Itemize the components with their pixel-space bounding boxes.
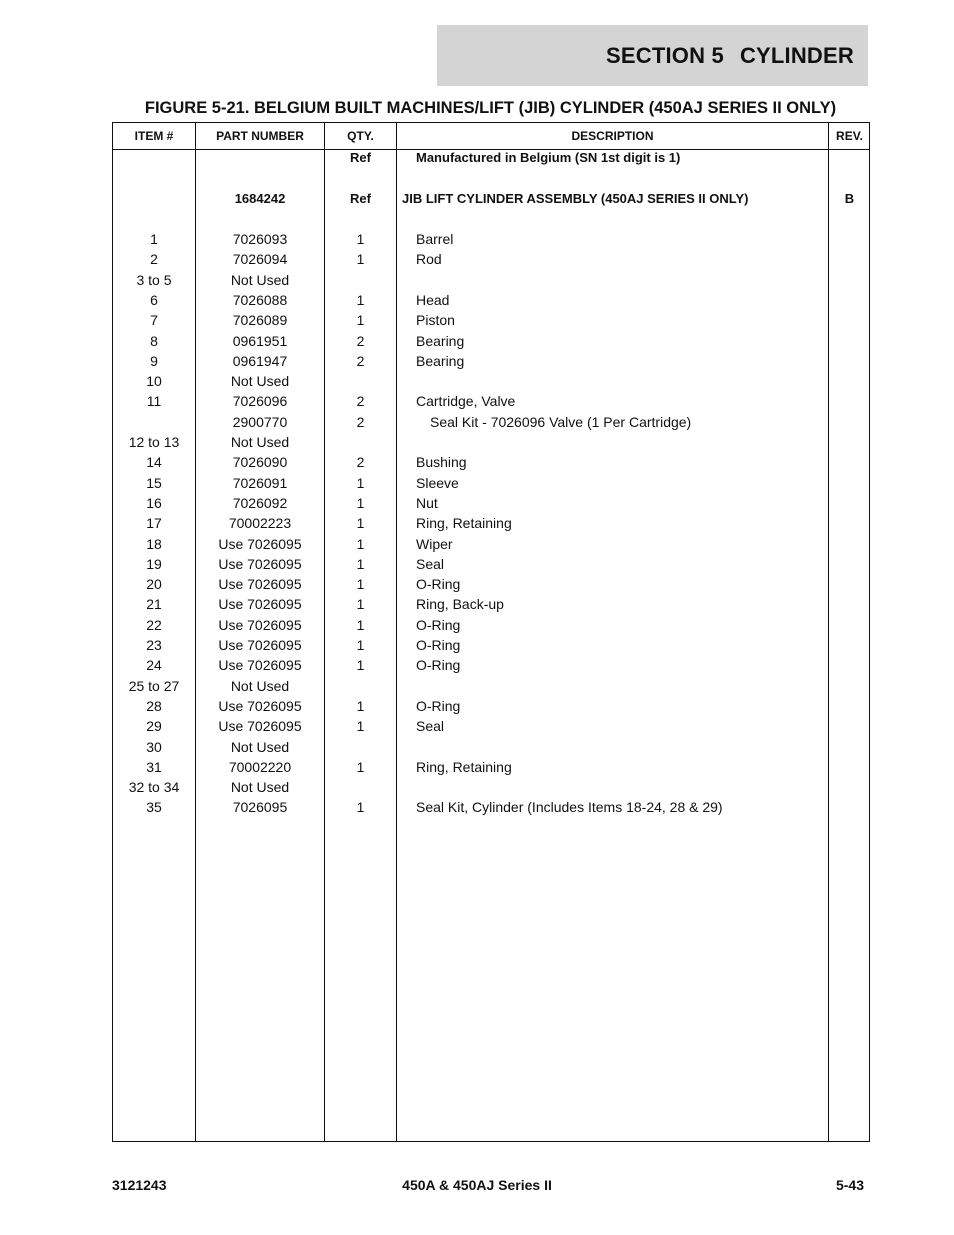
section-number: SECTION 5 [606,42,724,68]
revision [829,351,870,371]
table-row [113,757,869,777]
description: Ring, Retaining [416,758,512,775]
table-row [113,310,869,330]
item-number: 2 [150,251,158,268]
item-number: 21 [146,596,162,613]
quantity: 1 [356,799,365,816]
part-number: 7026095 [232,799,288,816]
part-number: Use 7026095 [218,555,302,572]
part-number: Use 7026095 [218,596,302,613]
description: Cartridge, Valve [416,393,516,410]
table-row [113,270,869,290]
quantity: 1 [356,555,365,572]
item-number: 15 [146,474,162,491]
table-row [113,554,869,574]
header-qty: QTY. [347,129,374,143]
table-row [113,331,869,351]
quantity: 1 [356,515,365,532]
part-number: 7026091 [232,474,288,491]
table-row [113,615,869,635]
item-number: 29 [146,718,162,735]
quantity [325,371,396,391]
part-number: 7026094 [232,251,288,268]
description: Seal Kit, Cylinder (Includes Items 18-24, 28 & 29) [416,799,723,816]
table-row [113,290,869,310]
parts-table [112,122,870,1142]
item-number [113,148,195,168]
description [397,432,846,452]
quantity: 1 [356,494,365,511]
part-number: Not Used [230,271,290,288]
revision [829,371,870,391]
table-row [113,777,869,797]
table-row [113,493,869,513]
item-number [113,412,195,432]
item-number: 9 [150,352,158,369]
table-row [113,513,869,533]
part-number: Not Used [230,434,290,450]
table-row [113,696,869,716]
part-number: 7026089 [232,312,288,329]
part-number: Use 7026095 [218,718,302,735]
description: O-Ring [416,616,461,633]
revision [829,696,870,716]
table-row [113,737,869,757]
quantity: 2 [356,352,365,369]
table-row [113,148,869,168]
description: O-Ring [416,576,461,593]
description: Ring, Back-up [416,596,504,613]
part-number: Not Used [230,373,290,390]
description: JIB LIFT CYLINDER ASSEMBLY (450AJ SERIES II ONLY) [402,190,749,206]
item-number: 14 [146,454,162,471]
revision: B [844,190,855,206]
revision [829,270,870,290]
quantity [325,676,396,696]
footer-page-number: 5-43 [835,1177,864,1193]
item-number: 35 [146,799,162,816]
description: Seal Kit - 7026096 Valve (1 Per Cartridge) [430,413,692,430]
description: Ring, Retaining [416,515,512,532]
table-row [113,635,869,655]
revision [829,391,870,411]
footer-model: 450A & 450AJ Series II [402,1177,552,1193]
section-title: CYLINDER [739,42,854,68]
quantity: Ref [350,150,371,165]
description: Bearing [416,332,465,349]
part-number: 1684242 [234,190,286,206]
quantity: 1 [356,657,365,674]
revision [829,594,870,614]
figure-title: FIGURE 5-21. BELGIUM BUILT MACHINES/LIFT (JIB) CYLINDER (450AJ SERIES II ONLY) [144,99,837,117]
description [397,777,846,797]
revision [829,249,870,269]
revision [829,554,870,574]
item-number: 28 [146,697,162,714]
part-number: Use 7026095 [218,616,302,633]
table-row [113,189,869,209]
part-number: Not Used [230,779,290,796]
revision [829,635,870,655]
revision [829,310,870,330]
quantity: 1 [356,576,365,593]
description: O-Ring [416,657,461,674]
revision [829,473,870,493]
revision [829,655,870,675]
item-number: 7 [150,312,158,329]
quantity: 1 [356,312,365,329]
description: Barrel [416,231,454,247]
quantity: 2 [356,413,365,430]
quantity: 1 [356,616,365,633]
revision [829,574,870,594]
quantity: 1 [356,637,365,653]
revision [829,757,870,777]
quantity [325,737,396,757]
table-row [113,371,869,391]
quantity [325,270,396,290]
revision [829,452,870,472]
quantity: 1 [356,535,365,552]
part-number: 0961947 [232,352,288,369]
description: Rod [416,251,442,268]
item-number: 23 [146,637,162,653]
description: Bushing [416,454,467,471]
header-rev: REV. [836,129,863,143]
part-number: Not Used [230,738,290,755]
table-row [113,473,869,493]
table-row [113,229,869,249]
part-number: 7026090 [232,454,288,471]
header-item: ITEM # [134,129,174,143]
revision [829,493,870,513]
quantity: 1 [356,291,365,308]
table-row [113,676,869,696]
revision [829,412,870,432]
part-number: 7026088 [232,291,288,308]
part-number: 7026096 [232,393,288,410]
revision [829,737,870,757]
section-header [437,25,868,86]
quantity: 1 [356,758,365,775]
revision [829,148,870,168]
table-row [113,594,869,614]
item-number: 25 to 27 [128,677,180,694]
part-number: 70002223 [228,515,292,532]
table-row [113,452,869,472]
item-number: 19 [146,555,162,572]
part-number: Use 7026095 [218,535,302,552]
description: Head [416,291,450,308]
quantity: 2 [356,454,365,471]
description: Seal [416,718,445,735]
item-number: 1 [150,231,158,247]
revision [829,716,870,736]
item-number: 16 [146,494,162,511]
item-number: 32 to 34 [128,779,180,796]
revision [829,432,870,452]
description: Bearing [416,352,465,369]
quantity: Ref [350,190,371,206]
revision [829,615,870,635]
part-number: Use 7026095 [218,657,302,674]
table-row [113,716,869,736]
part-number: 7026092 [232,494,288,511]
description: Manufactured in Belgium (SN 1st digit is 1) [416,150,681,165]
part-number: Not Used [230,677,290,694]
table-row [113,574,869,594]
table-row [113,249,869,269]
description: Nut [416,494,438,511]
revision [829,797,870,817]
item-number: 18 [146,535,162,552]
item-number [113,189,195,209]
revision [829,229,870,249]
part-number: 2900770 [232,413,288,430]
footer-doc-number: 3121243 [112,1177,167,1193]
quantity: 1 [356,231,365,247]
item-number: 20 [146,576,162,593]
table-row [113,351,869,371]
header-part-number: PART NUMBER [216,129,304,143]
table-row [113,534,869,554]
description [397,676,846,696]
quantity [325,432,396,452]
part-number: Use 7026095 [218,576,302,593]
item-number: 30 [146,738,162,755]
table-row [113,655,869,675]
description: Seal [416,555,445,572]
item-number: 3 to 5 [136,271,172,288]
item-number: 31 [146,758,162,775]
revision [829,290,870,310]
table-row [113,432,869,452]
revision [829,777,870,797]
item-number: 22 [146,616,162,633]
description [397,737,846,757]
revision [829,534,870,554]
part-number: 0961951 [232,332,288,349]
item-number: 8 [150,332,158,349]
item-number: 10 [146,373,162,390]
item-number: 17 [146,515,162,532]
quantity: 1 [356,697,365,714]
quantity: 1 [356,596,365,613]
description [397,270,846,290]
quantity: 1 [356,474,365,491]
description: Sleeve [416,474,459,491]
description: O-Ring [416,637,461,653]
revision [829,676,870,696]
part-number: 7026093 [232,231,288,247]
item-number: 24 [146,657,162,674]
part-number: Use 7026095 [218,697,302,714]
description: Piston [416,312,455,329]
table-row [113,391,869,411]
part-number [196,148,324,168]
part-number: 70002220 [228,758,292,775]
description: Wiper [416,535,453,552]
table-row [113,412,869,432]
table-row [113,797,869,817]
revision [829,331,870,351]
quantity: 1 [356,251,365,268]
header-description: DESCRIPTION [571,129,654,143]
item-number: 11 [146,393,162,410]
item-number: 6 [150,291,158,308]
item-number: 12 to 13 [128,434,180,450]
quantity: 1 [356,718,365,735]
part-number: Use 7026095 [218,637,302,653]
description: O-Ring [416,697,461,714]
quantity [325,777,396,797]
revision [829,513,870,533]
quantity: 2 [356,393,365,410]
quantity: 2 [356,332,365,349]
description [397,371,846,391]
